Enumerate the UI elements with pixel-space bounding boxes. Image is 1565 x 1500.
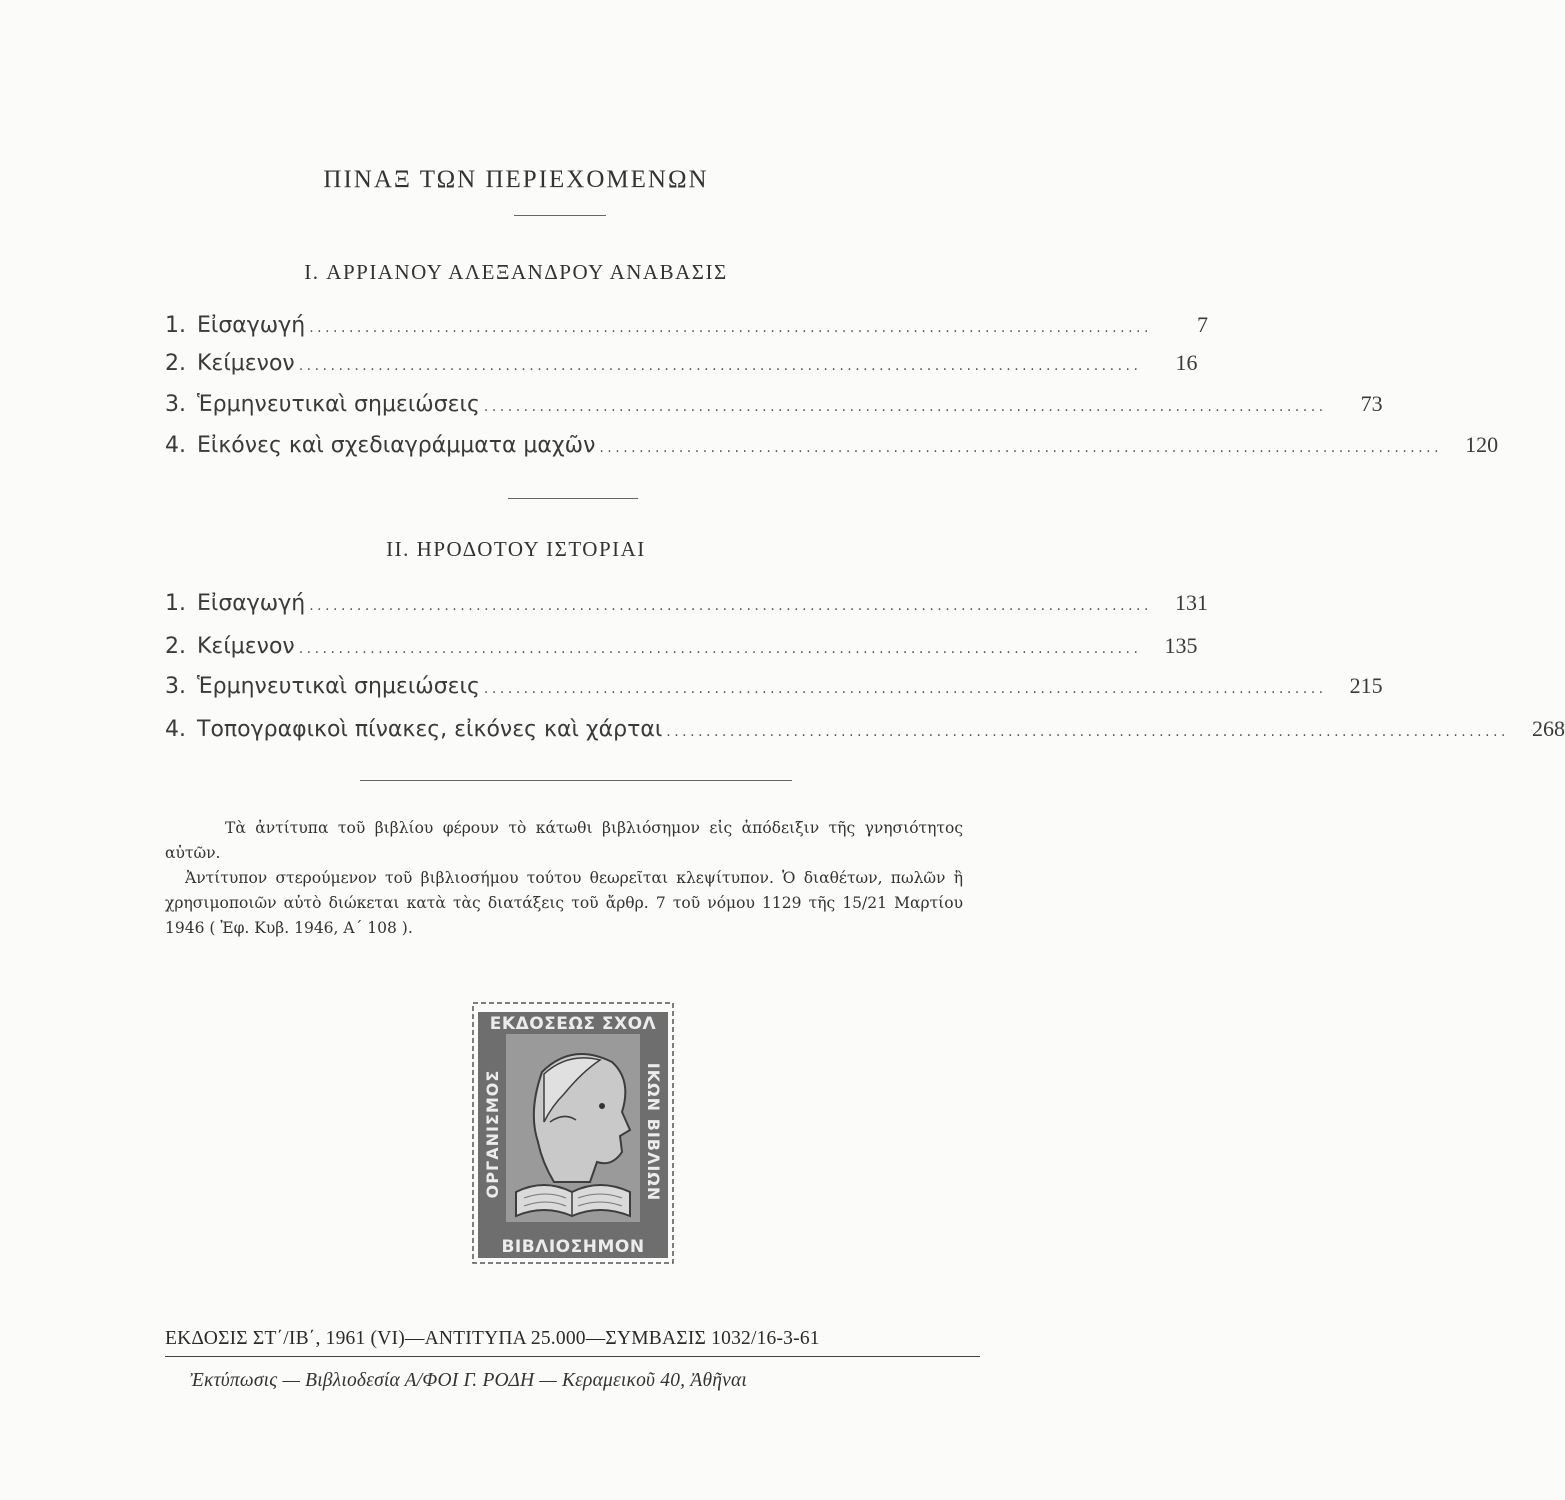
stamp-top-text: ΕΚΔΟΣΕΩΣ ΣΧΟΛ (489, 1014, 657, 1034)
toc-entry-number: 3. (165, 392, 186, 417)
toc-entry-label: Ἑρμηνευτικαὶ σημειώσεις (197, 392, 480, 417)
toc-entry-page: 131 (1174, 590, 1208, 615)
dot-leader: .......................................................................................................... (309, 598, 1152, 614)
book-stamp (472, 1002, 674, 1264)
imprint-divider (165, 1356, 980, 1357)
toc-entry-number: 2. (165, 351, 186, 376)
notice-divider (360, 780, 792, 781)
notice-paragraph: Ἀντίτυπον στερούμενον τοῦ βιβλιοσήμου τούτου θεωρεῖται κλεψίτυπον. Ὁ διαθέτων, πωλῶν ἢ χρησιμοποιῶν αὐτὸ διώκεται κατὰ τὰς διατάξεις τοῦ ἄρθρ. 7 τοῦ νόμου 1129 τῆς 15/21 Μαρτίου 1946 ( Ἐφ. Κυβ. 1946, Α΄ 108 ). (165, 869, 963, 937)
page-title: ΠΙΝΑΞ ΤΩΝ ΠΕΡΙΕΧΟΜΕΝΩΝ (323, 166, 709, 193)
notice-paragraph: Τὰ ἀντίτυπα τοῦ βιβλίου φέρουν τὸ κάτωθι βιβλιόσημον εἰς ἀπόδειξιν τῆς γνησιότητος αὐτῶν. (165, 819, 963, 862)
stamp-right-text: ΙΚΩΝ ΒΙΒΛΙΩΝ (644, 1062, 663, 1202)
stamp-left-text: ΟΡΓΑΝΙΣΜΟΣ (483, 1069, 502, 1199)
toc-entry-label: Εἰκόνες καὶ σχεδιαγράμματα μαχῶν (197, 433, 596, 458)
toc-entry-page: 16 (1175, 350, 1198, 375)
toc-entry (165, 350, 1198, 384)
section-title-herodotus: II. ΗΡΟΔΟΤΟΥ ΙΣΤΟΡΙΑΙ (386, 537, 646, 561)
toc-entry-label: Εἰσαγωγή (197, 313, 306, 338)
section-title-arrian: I. ΑΡΡΙΑΝΟΥ ΑΛΕΞΑΝΔΡΟΥ ΑΝΑΒΑΣΙΣ (304, 260, 728, 284)
dot-leader: .......................................................................................................... (483, 681, 1327, 697)
dot-leader: .......................................................................................................... (666, 724, 1509, 740)
dot-leader: .......................................................................................................... (298, 641, 1142, 657)
dot-leader: .......................................................................................................... (309, 320, 1152, 336)
toc-entry (165, 633, 1198, 667)
toc-entry-page: 215 (1349, 673, 1383, 698)
toc-entry-label: Εἰσαγωγή (197, 591, 306, 616)
toc-entry-page: 73 (1360, 391, 1383, 416)
copyright-notice (165, 816, 963, 941)
toc-entry (165, 312, 1208, 346)
toc-entry-number: 3. (165, 674, 186, 699)
toc-entry-label: Ἑρμηνευτικαὶ σημειώσεις (197, 674, 480, 699)
toc-entry-page: 7 (1196, 312, 1208, 337)
athena-head-open-book-icon (472, 1002, 674, 1264)
printer-line: Ἐκτύπωσις — Βιβλιοδεσία Α/ΦΟΙ Γ. ΡΟΔΗ — Κεραμεικοῦ 40, Ἀθῆναι (190, 1370, 748, 1391)
toc-entry (165, 590, 1208, 624)
toc-entry-number: 4. (165, 433, 186, 458)
toc-entry-label: Τοπογραφικοὶ πίνακες, εἰκόνες καὶ χάρται (197, 717, 663, 742)
toc-entry-page: 268 (1532, 716, 1565, 741)
toc-entry-number: 2. (165, 634, 186, 659)
toc-entry-page: 120 (1465, 432, 1499, 457)
toc-entry (165, 673, 1383, 707)
stamp-bottom-text: ΒΙΒΛΙΟΣΗΜΟΝ (501, 1237, 645, 1257)
toc-entry (165, 716, 1565, 750)
toc-entry (165, 432, 1499, 466)
title-divider (514, 215, 606, 216)
dot-leader: .......................................................................................................... (298, 358, 1142, 374)
section-divider (508, 498, 638, 499)
dot-leader: .......................................................................................................... (599, 440, 1443, 456)
toc-entry-page: 135 (1164, 633, 1198, 658)
edition-imprint: ΕΚΔΟΣΙΣ ΣΤ΄/ΙΒ΄, 1961 (VI)—ΑΝΤΙΤΥΠΑ 25.000—ΣΥΜΒΑΣΙΣ 1032/16-3-61 (165, 1328, 820, 1349)
toc-entry-label: Κείμενον (197, 634, 295, 659)
toc-entry-number: 1. (165, 591, 186, 616)
toc-entry-label: Κείμενον (197, 351, 295, 376)
toc-entry (165, 391, 1383, 425)
toc-entry-number: 4. (165, 717, 186, 742)
dot-leader: .......................................................................................................... (483, 399, 1327, 415)
toc-entry-number: 1. (165, 313, 186, 338)
